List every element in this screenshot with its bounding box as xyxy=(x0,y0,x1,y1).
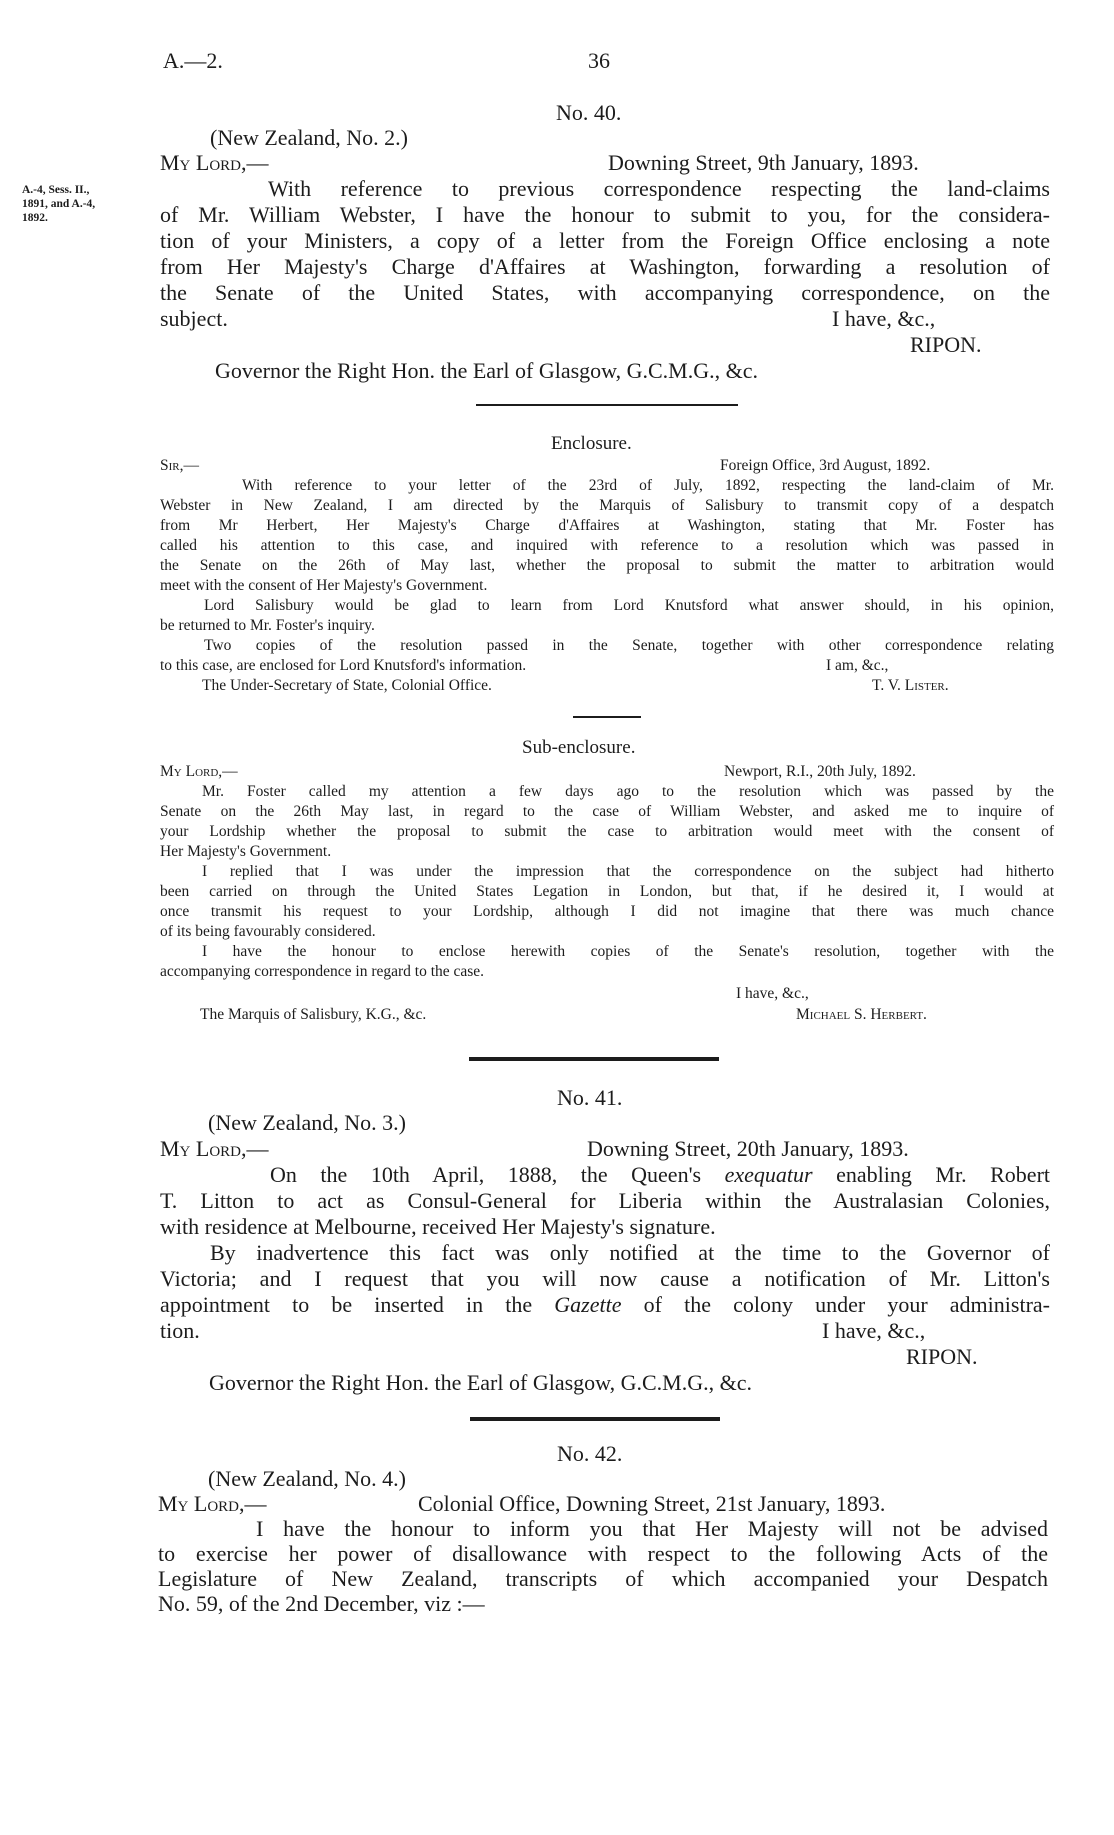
body-line: subject. xyxy=(160,306,228,331)
body-line: By inadvertence this fact was only notified at the time to the Governor of xyxy=(210,1240,1050,1265)
body-line: Two copies of the resolution passed in the Senate, together with other correspondence relating xyxy=(204,637,1054,654)
body-line: of its being favourably considered. xyxy=(160,923,376,940)
addressee: Governor the Right Hon. the Earl of Glasgow, G.C.M.G., &c. xyxy=(215,358,758,383)
body-line: I have the honour to inform you that Her Majesty will not be advised xyxy=(256,1516,1048,1541)
body-line: Lord Salisbury would be glad to learn from Lord Knutsford what answer should, in his opinion, xyxy=(204,597,1054,614)
page-number: 36 xyxy=(588,48,610,73)
addressee: The Under-Secretary of State, Colonial Office. xyxy=(202,677,492,694)
body-line: I have the honour to enclose herewith copies of the Senate's resolution, together with the xyxy=(202,943,1054,960)
body-line: the Senate on the 26th of May last, whether the proposal to submit the matter to arbitration would xyxy=(160,557,1054,574)
letter-subtitle: (New Zealand, No. 4.) xyxy=(208,1466,406,1491)
salutation: My Lord,— xyxy=(160,763,238,780)
addressee: The Marquis of Salisbury, K.G., &c. xyxy=(200,1006,427,1023)
body-line: appointment to be inserted in the Gazette of the colony under your administra- xyxy=(160,1292,1050,1317)
body-line: from Her Majesty's Charge d'Affaires at Washington, forwarding a resolution of xyxy=(160,254,1050,279)
section-title: Sub-enclosure. xyxy=(522,737,636,758)
body-line: I replied that I was under the impression that the correspondence on the subject had hitherto xyxy=(202,863,1054,880)
body-line: Webster in New Zealand, I am directed by the Marquis of Salisbury to transmit copy of a despatch xyxy=(160,497,1054,514)
body-line: meet with the consent of Her Majesty's Government. xyxy=(160,577,488,594)
letter-subtitle: (New Zealand, No. 3.) xyxy=(208,1110,406,1135)
letter-number: No. 41. xyxy=(557,1085,623,1110)
body-line: the Senate of the United States, with accompanying correspondence, on the xyxy=(160,280,1050,305)
body-line: called his attention to this case, and inquired with reference to a resolution which was passed in xyxy=(160,537,1054,554)
body-line: tion of your Ministers, a copy of a letter from the Foreign Office enclosing a note xyxy=(160,228,1050,253)
letter-number: No. 42. xyxy=(557,1441,623,1466)
document-reference: A.—2. xyxy=(163,48,223,73)
body-line: Senate on the 26th May last, in regard to the case of William Webster, and asked me to inquire of xyxy=(160,803,1054,820)
letter-subtitle: (New Zealand, No. 2.) xyxy=(210,125,408,150)
signature: RIPON. xyxy=(906,1344,978,1369)
body-line: your Lordship whether the proposal to submit the case to arbitration would meet with the consent of xyxy=(160,823,1054,840)
margin-note-line: A.-4, Sess. II., xyxy=(22,184,90,196)
body-line: Victoria; and I request that you will now cause a notification of Mr. Litton's xyxy=(160,1266,1050,1291)
closing: I have, &c., xyxy=(822,1318,926,1343)
salutation: My Lord,— xyxy=(160,150,269,175)
section-divider xyxy=(470,1417,720,1421)
closing: I am, &c., xyxy=(826,657,889,674)
body-line: No. 59, of the 2nd December, viz :— xyxy=(158,1591,485,1616)
signature: T. V. Lister. xyxy=(872,677,949,694)
body-line: with residence at Melbourne, received Her Majesty's signature. xyxy=(160,1214,716,1239)
body-line: from Mr Herbert, Her Majesty's Charge d'Affaires at Washington, stating that Mr. Foster has xyxy=(160,517,1054,534)
salutation: Sir,— xyxy=(160,457,199,474)
body-line: once transmit his request to your Lordship, although I did not imagine that there was much chance xyxy=(160,903,1054,920)
salutation: My Lord,— xyxy=(158,1491,267,1516)
place-date: Downing Street, 20th January, 1893. xyxy=(587,1136,909,1161)
body-line: Mr. Foster called my attention a few days ago to the resolution which was passed by the xyxy=(202,783,1054,800)
body-line: Her Majesty's Government. xyxy=(160,843,332,860)
body-line: been carried on through the United States Legation in London, but that, if he desired it, I would at xyxy=(160,883,1054,900)
salutation: My Lord,— xyxy=(160,1136,269,1161)
margin-note-line: 1891, and A.-4, xyxy=(22,198,96,210)
body-line: accompanying correspondence in regard to the case. xyxy=(160,963,485,980)
closing: I have, &c., xyxy=(736,985,809,1002)
section-divider xyxy=(469,1057,719,1061)
place-date: Newport, R.I., 20th July, 1892. xyxy=(724,763,916,780)
section-divider xyxy=(573,716,641,718)
place-date: Downing Street, 9th January, 1893. xyxy=(608,150,919,175)
signature: RIPON. xyxy=(910,332,982,357)
addressee: Governor the Right Hon. the Earl of Glasgow, G.C.M.G., &c. xyxy=(209,1370,752,1395)
body-line: With reference to previous correspondence respecting the land-claims xyxy=(268,176,1050,201)
signature: Michael S. Herbert. xyxy=(796,1006,927,1023)
body-line: On the 10th April, 1888, the Queen's exequatur enabling Mr. Robert xyxy=(270,1162,1051,1187)
body-line: T. Litton to act as Consul-General for Liberia within the Australasian Colonies, xyxy=(160,1188,1050,1213)
body-line: With reference to your letter of the 23rd of July, 1892, respecting the land-claim of Mr. xyxy=(242,477,1054,494)
place-date: Colonial Office, Downing Street, 21st January, 1893. xyxy=(418,1491,886,1516)
body-line: to this case, are enclosed for Lord Knutsford's information. xyxy=(160,657,527,674)
section-divider xyxy=(476,404,738,406)
body-line: tion. xyxy=(160,1318,200,1343)
letter-number: No. 40. xyxy=(556,100,622,125)
body-line: of Mr. William Webster, I have the honour to submit to you, for the considera- xyxy=(160,202,1050,227)
margin-note-line: 1892. xyxy=(22,212,48,224)
body-line: be returned to Mr. Foster's inquiry. xyxy=(160,617,375,634)
body-line: Legislature of New Zealand, transcripts of which accompanied your Despatch xyxy=(158,1566,1048,1591)
section-title: Enclosure. xyxy=(551,433,632,454)
body-line: to exercise her power of disallowance with respect to the following Acts of the xyxy=(158,1541,1048,1566)
closing: I have, &c., xyxy=(832,306,936,331)
place-date: Foreign Office, 3rd August, 1892. xyxy=(720,457,931,474)
